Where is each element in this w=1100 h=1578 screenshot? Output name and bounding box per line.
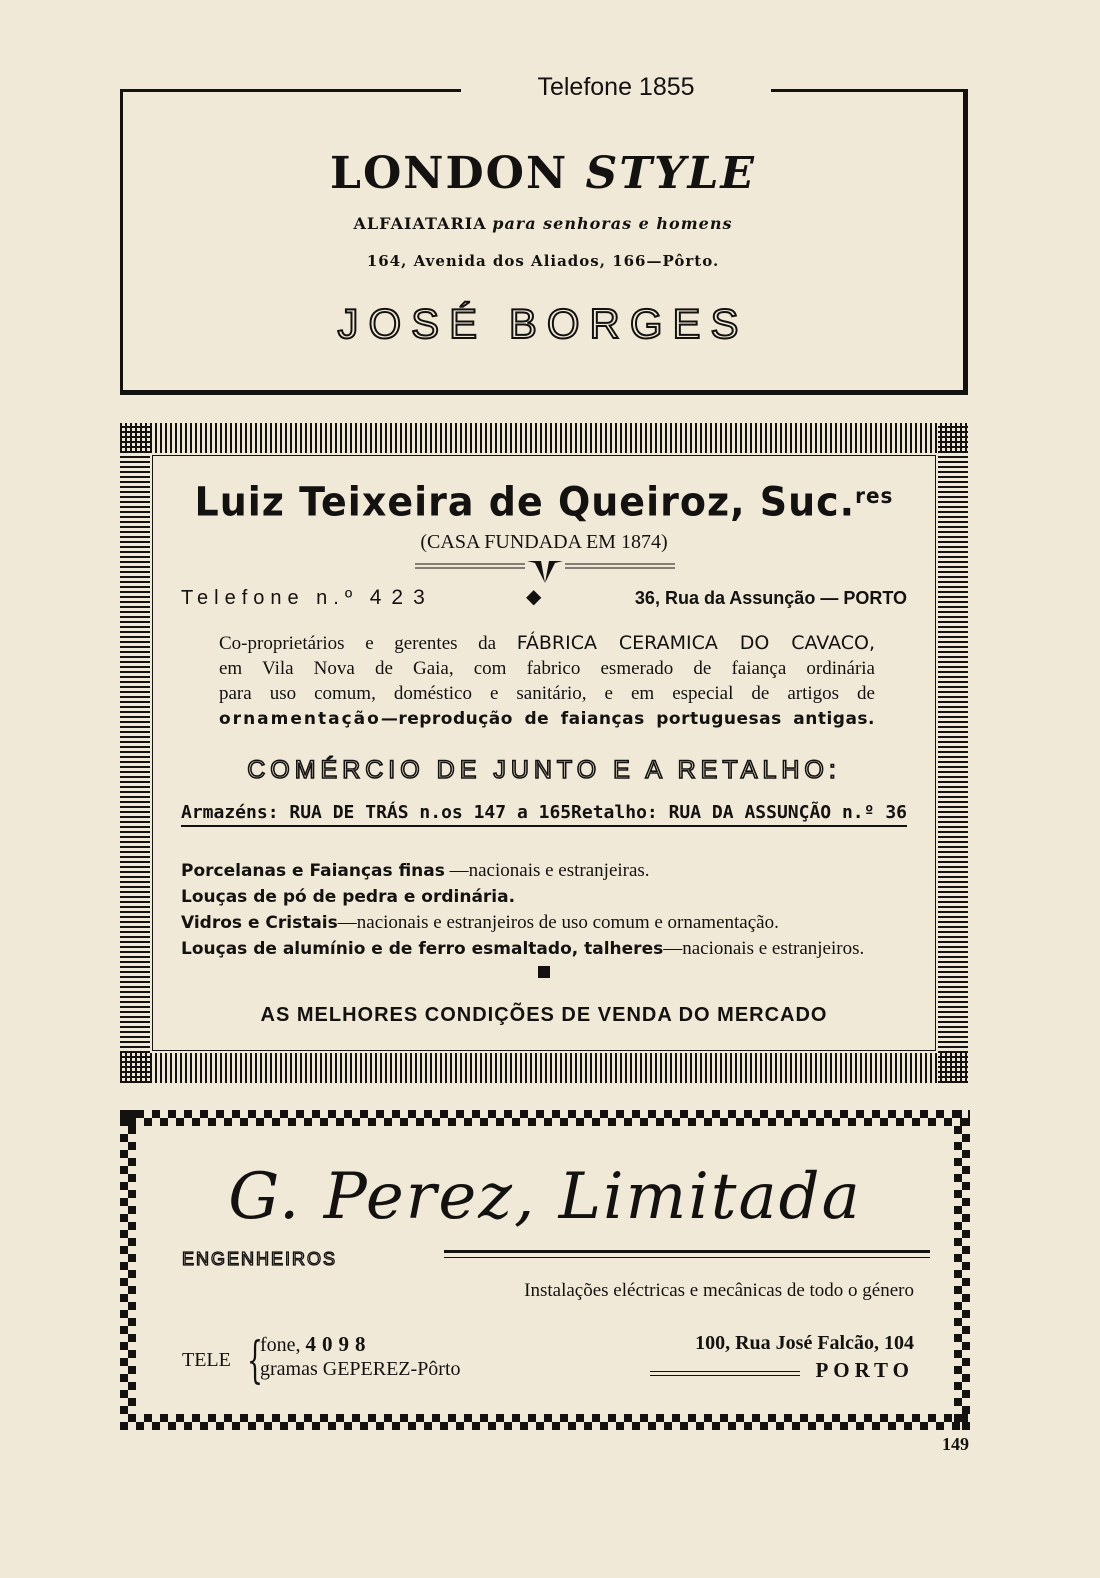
luiz-teixeira-trade: COMÉRCIO DE JUNTO E A RETALHO:: [247, 756, 841, 784]
london-style-trade-caps: ALFAIATARIA: [353, 214, 487, 233]
hatched-border-right: [938, 423, 968, 1083]
double-rule: [444, 1250, 930, 1258]
phone-label: Telefone n.º: [181, 587, 359, 609]
ornament-divider: [415, 559, 675, 583]
phone-number: 423: [369, 586, 435, 609]
luiz-teixeira-name-suffix: res: [855, 483, 894, 509]
product-bold: Louças de alumínio e de ferro esmaltado, talheres: [181, 939, 664, 959]
brace-icon: {: [246, 1331, 263, 1389]
product-bold: Vidros e Cristais: [181, 913, 338, 933]
luiz-teixeira-description: [219, 631, 875, 732]
luiz-teixeira-panel: [152, 455, 936, 1051]
london-style-name: [123, 148, 963, 199]
desc-line-4b: —reprodução de faianças portuguesas antigas.: [380, 709, 875, 729]
g-perez-subtitle: ENGENHEIROS: [182, 1249, 338, 1269]
product-bold: Louças de pó de pedra e ordinária.: [181, 887, 516, 907]
london-style-trade-rest: para senhoras e homens: [492, 214, 733, 233]
product-bold: Porcelanas e Faianças finas: [181, 861, 445, 881]
g-perez-city: PORTO: [815, 1358, 914, 1382]
luiz-teixeira-founded: (CASA FUNDADA EM 1874): [420, 531, 668, 553]
square-bullet-icon: [538, 966, 550, 978]
product-rest: —nacionais e estranjeiros de uso comum e ornamentação.: [337, 912, 779, 933]
desc-line-2: em Vila Nova de Gaia, com fabrico esmerado de faiança ordinária: [219, 658, 875, 679]
diamond-icon: ◆: [526, 586, 542, 608]
g-perez-address: 100, Rua José Falcão, 104: [695, 1332, 914, 1354]
product-line: [181, 936, 921, 962]
g-perez-panel: [138, 1128, 952, 1412]
london-style-ad: [120, 73, 968, 395]
g-perez-tele: TELE: [182, 1349, 231, 1371]
luiz-teixeira-ad: [120, 423, 968, 1083]
desc-line-1a: Co-proprietários e gerentes da: [219, 633, 497, 654]
product-line: [181, 910, 921, 936]
luiz-teixeira-retalho: Retalho: RUA DA ASSUNÇÃO n.º 36: [571, 802, 907, 827]
page-number: 149: [942, 1434, 969, 1454]
london-style-owner: JOSÉ BORGES: [337, 300, 749, 347]
desc-line-4: [219, 706, 875, 732]
luiz-teixeira-address: 36, Rua da Assunção — PORTO: [634, 588, 907, 608]
g-perez-services: Instalações eléctricas e mecânicas de todo o género: [524, 1280, 914, 1301]
luiz-teixeira-slogan: AS MELHORES CONDIÇÕES DE VENDA DO MERCADO: [260, 1004, 828, 1026]
london-style-address: 164, Avenida dos Aliados, 166—Pôrto.: [366, 252, 720, 270]
product-line: [181, 858, 921, 884]
luiz-teixeira-armazens: Armazéns: RUA DE TRÁS n.os 147 a 165: [181, 802, 571, 827]
london-style-trade: [123, 214, 963, 233]
fone-label: fone,: [260, 1334, 301, 1356]
london-style-name-part2: STYLE: [585, 148, 756, 199]
g-perez-ad: [120, 1110, 970, 1430]
desc-line-1: [219, 631, 875, 656]
g-perez-fone: [260, 1332, 372, 1357]
city-rule: [650, 1371, 800, 1376]
luiz-teixeira-products: [181, 858, 921, 962]
fone-number: 4098: [305, 1332, 372, 1356]
product-rest: —nacionais e estranjeiros.: [663, 938, 865, 959]
desc-line-1b: FÁBRICA CERAMICA DO CAVACO,: [516, 632, 876, 654]
product-line: [181, 884, 921, 910]
desc-line-4a: ornamentação: [219, 709, 381, 729]
g-perez-gramas: gramas GEPEREZ-Pôrto: [260, 1358, 461, 1380]
london-style-name-part1: LONDON: [330, 148, 569, 199]
london-style-phone: Telefone 1855: [461, 72, 771, 102]
g-perez-name: G. Perez, Limitada: [228, 1160, 862, 1234]
product-rest: —nacionais e estranjeiras.: [444, 860, 650, 881]
luiz-teixeira-phone: [181, 586, 435, 610]
hatched-border-bottom: [120, 1053, 968, 1083]
luiz-teixeira-name-text: Luiz Teixeira de Queiroz, Suc.: [194, 478, 856, 526]
luiz-teixeira-name: [153, 479, 935, 525]
desc-line-3: para uso comum, doméstico e sanitário, e em especial de artigos de: [219, 683, 875, 704]
